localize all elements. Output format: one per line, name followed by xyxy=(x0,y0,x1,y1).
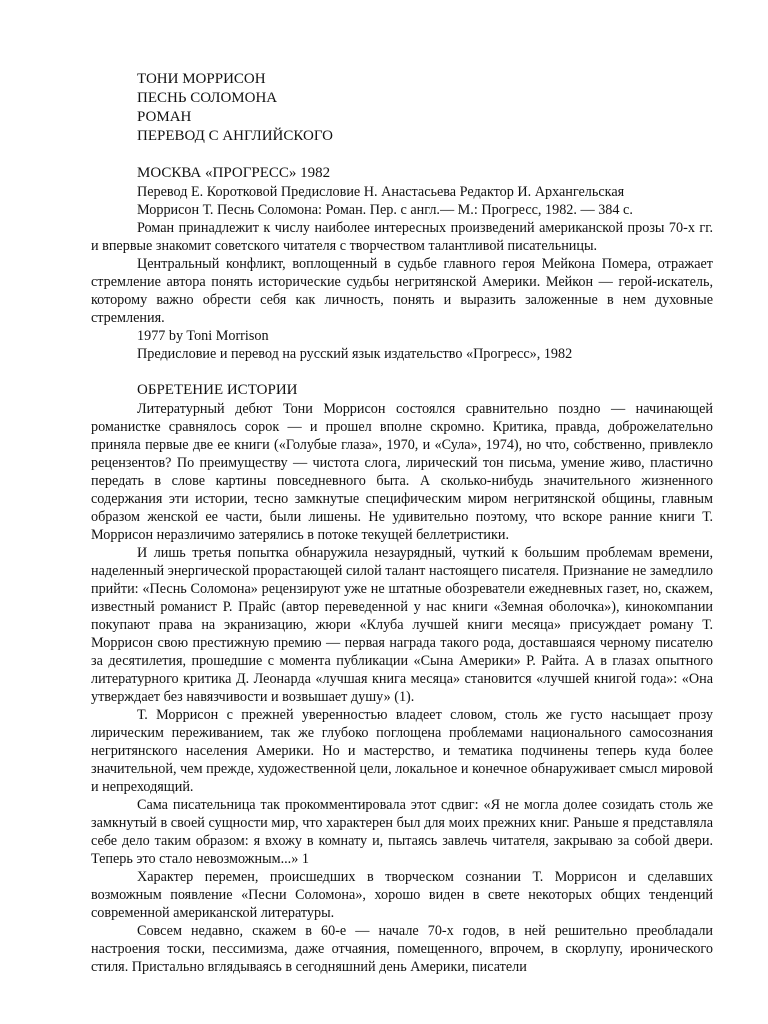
credits-line: Перевод Е. Коротковой Предисловие Н. Анастасьева Редактор И. Архангельская xyxy=(137,184,625,200)
citation-line: Моррисон Т. Песнь Соломона: Роман. Пер. с англ.— М.: Прогресс, 1982. — 384 с. xyxy=(137,202,633,218)
annotation-paragraph: Центральный конфликт, воплощенный в судьбе главного героя Мейкона Помера, отражает стремление автора понять исторические судьбы негритянской Америки. Мейкон — герой-искатель, которому важно обрести себя как личность, понять и выразить заложенные в нем духовные стремления. xyxy=(91,256,713,326)
copyright-line: Предисловие и перевод на русский язык издательство «Прогресс», 1982 xyxy=(137,346,573,362)
spacer xyxy=(91,146,713,164)
copyright-line: 1977 by Toni Morrison xyxy=(137,328,269,344)
body-paragraph: И лишь третья попытка обнаружила незаурядный, чуткий к большим проблемам времени, наделенный энергической прорастающей силой талант настоящего писателя. Признание не замедлило прийти: «Песнь Соломона» рецензируют уже не штатные обозреватели ежедневных газет, но, скажем, известный романист Р. Прайс (автор переведенной у нас книги «Земная оболочка»), кинокомпании покупают права на экранизацию, жюри «Клуба лучшей книги месяца» присуждает роману Т. Моррисон свою престижную премию — первая награда такого рода, доставшаяся черному писателю за десятилетия, прошедшие с момента публикации «Сына Америки» Р. Райта. А в глазах опытного литературного критика Д. Леонарда «лучшая книга месяца» становится «лучшей книгой года»: «Она утверждает без навязчивости и возвышает душу» (1). xyxy=(91,545,713,705)
document-page xyxy=(91,70,713,976)
genre-label: РОМАН xyxy=(137,109,192,125)
section-title: ОБРЕТЕНИЕ ИСТОРИИ xyxy=(137,382,298,398)
body-paragraph: Литературный дебют Тони Моррисон состоялся сравнительно поздно — начинающей романистке сравнялось сорок — и прошел вполне скромно. Критика, правда, доброжелательно приняла первые две ее книги («Голубые глаза», 1970, и «Сула», 1974), но что, собственно, привлекло рецензентов? По преимуществу — чистота слога, лирический тон письма, умение живо, пластично передать в слове картины повседневного быта. А сколько-нибудь значительного жизненного содержания эти истории, тесно замкнутые специфическим миром негритянской общины, главным образом женской ее части, были лишены. Не удивительно поэтому, что вскоре ранние книги Т. Моррисон неразличимо затерялись в потоке текущей беллетристики. xyxy=(91,401,713,543)
section-block xyxy=(91,381,713,976)
body-paragraph: Сама писательница так прокомментировала этот сдвиг: «Я не могла долее созидать столь же замкнутый в своей сущности мир, что характерен был для моих прежних книг. Раньше я представляла себе дело таким образом: я вхожу в комнату и, пытаясь завлечь читателя, закрываю за собой двери. Теперь это стало невозможным...» 1 xyxy=(91,797,713,867)
annotation-paragraph: Роман принадлежит к числу наиболее интересных произведений американской прозы 70-х гг. и впервые знакомит советского читателя с творчеством талантливой писательницы. xyxy=(91,220,713,254)
title-block xyxy=(91,70,713,146)
body-paragraph: Характер перемен, происшедших в творческом сознании Т. Моррисон и сделавших возможным появление «Песни Соломона», хорошо виден в свете некоторых общих тенденций современной американской литературы. xyxy=(91,869,713,921)
publisher-line: МОСКВА «ПРОГРЕСС» 1982 xyxy=(137,165,331,181)
translation-note: ПЕРЕВОД С АНГЛИЙСКОГО xyxy=(137,128,333,144)
spacer xyxy=(91,363,713,381)
book-title: ПЕСНЬ СОЛОМОНА xyxy=(137,90,278,106)
body-paragraph: Совсем недавно, скажем в 60-е — начале 70-х годов, в ней решительно преобладали настроения тоски, пессимизма, даже отчаяния, помещенного, впрочем, в скорлупу, иронического стиля. Пристально вглядываясь в сегодняшний день Америки, писатели xyxy=(91,923,713,975)
author-name: ТОНИ МОРРИСОН xyxy=(137,71,266,87)
imprint-block xyxy=(91,164,713,363)
body-paragraph: Т. Моррисон с прежней уверенностью владеет словом, столь же густо насыщает прозу лирическим переживанием, так же глубоко поглощена проблемами национального самосознания негритянского населения Америки. Но и мастерство, и тематика подчинены теперь куда более значительной, чем прежде, художественной цели, локальное и конечное обнаруживает смысл мировой и непреходящий. xyxy=(91,707,713,795)
